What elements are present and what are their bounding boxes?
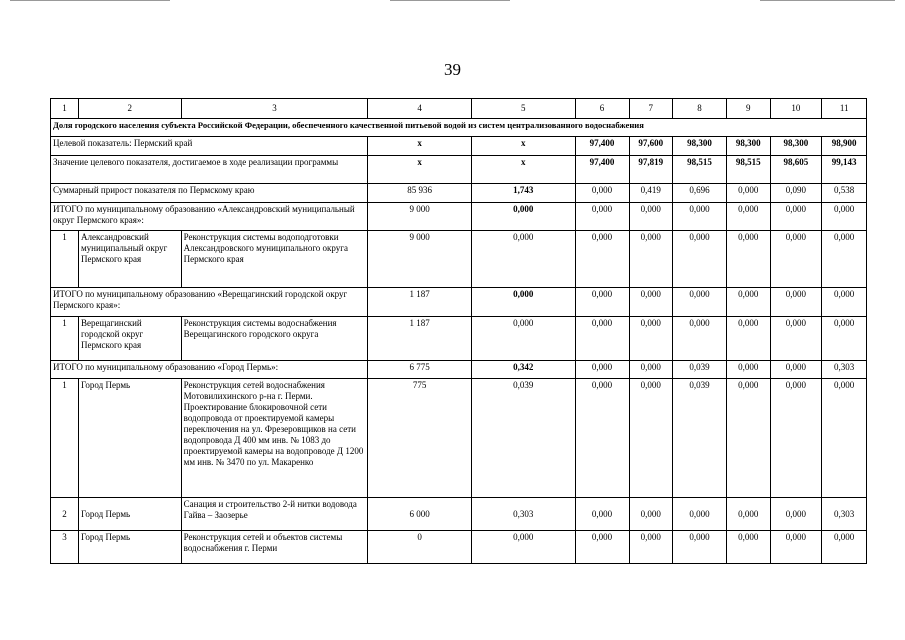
cell-col4: 0	[368, 531, 472, 564]
value-cell: 0,000	[726, 231, 770, 288]
value-cell: 0,000	[726, 361, 770, 379]
value-cell: 0,000	[673, 498, 727, 531]
itogo-row-alexandrovsky	[51, 203, 867, 231]
value-cell: 0,000	[726, 288, 770, 317]
row-label: Целевой показатель: Пермский край	[51, 137, 368, 156]
municipality-cell: Город Пермь	[78, 498, 181, 531]
row-number: 1	[51, 379, 79, 498]
value-cell: 0,000	[770, 231, 822, 288]
project-description: Реконструкция сетей водоснабжения Мотовилихинского р-на г. Перми. Проектирование блокировочной сети водопровода от проектируемой камеры переключения на ул. Фрезеровщиков на сети водопровода Д 400 мм инв. № 1083 до проектируемой камеры на водопроводе Д 1200 мм инв. № 3470 по ул. Макаренко	[181, 379, 368, 498]
cell-col5: х	[471, 137, 575, 156]
cell-col4: 6 775	[368, 361, 472, 379]
row-label: ИТОГО по муниципальному образованию «Верещагинский городской округ Пермского края»:	[51, 288, 368, 317]
value-cell: 0,419	[629, 184, 673, 203]
project-description: Реконструкция системы водоснабжения Верещагинского городского округа	[181, 317, 368, 361]
value-cell: 0,000	[673, 317, 727, 361]
value-cell: 98,300	[726, 137, 770, 156]
target-row	[51, 137, 867, 156]
value-cell: 97,600	[629, 137, 673, 156]
total-growth-row	[51, 184, 867, 203]
value-cell: 97,819	[629, 156, 673, 184]
value-cell: 0,000	[673, 203, 727, 231]
cell-col5: 0,000	[471, 317, 575, 361]
value-cell: 0,303	[822, 361, 867, 379]
value-cell: 0,000	[575, 231, 629, 288]
value-cell: 0,000	[822, 379, 867, 498]
value-cell: 0,000	[770, 288, 822, 317]
header-cell: 8	[673, 99, 727, 119]
header-cell: 11	[822, 99, 867, 119]
cell-col5: х	[471, 156, 575, 184]
project-description: Санация и строительство 2-й нитки водовода Гайва – Заозерье	[181, 498, 368, 531]
section-title-row	[51, 119, 867, 137]
value-cell: 0,000	[822, 288, 867, 317]
value-cell: 0,000	[673, 531, 727, 564]
value-cell: 0,000	[770, 531, 822, 564]
project-description: Реконструкция сетей и объектов системы водоснабжения г. Перми	[181, 531, 368, 564]
row-number: 3	[51, 531, 79, 564]
value-cell: 0,000	[629, 203, 673, 231]
value-cell: 0,000	[629, 379, 673, 498]
value-cell: 98,515	[726, 156, 770, 184]
municipality-cell: Верещагинский городской округ Пермского края	[78, 317, 181, 361]
value-cell: 0,000	[629, 498, 673, 531]
value-cell: 0,000	[673, 231, 727, 288]
table-row	[51, 231, 867, 288]
page-number: 39	[444, 60, 461, 79]
value-cell: 0,000	[629, 288, 673, 317]
cell-col4: 9 000	[368, 203, 472, 231]
value-cell: 0,000	[822, 203, 867, 231]
value-cell: 0,000	[575, 379, 629, 498]
cell-col5: 0,000	[471, 531, 575, 564]
cell-col4: х	[368, 137, 472, 156]
cell-col5: 0,342	[471, 361, 575, 379]
project-description: Реконструкция системы водоподготовки Александровского муниципального округа Пермского края	[181, 231, 368, 288]
value-cell: 0,000	[629, 231, 673, 288]
value-cell: 0,000	[629, 317, 673, 361]
table-row	[51, 531, 867, 564]
value-cell: 98,300	[673, 137, 727, 156]
value-cell: 98,900	[822, 137, 867, 156]
value-cell: 0,000	[770, 317, 822, 361]
achieved-row	[51, 156, 867, 184]
cell-col4: 1 187	[368, 317, 472, 361]
table-row	[51, 498, 867, 531]
value-cell: 0,000	[575, 361, 629, 379]
header-cell: 2	[78, 99, 181, 119]
cell-col4: 775	[368, 379, 472, 498]
cell-col5: 0,000	[471, 203, 575, 231]
value-cell: 98,515	[673, 156, 727, 184]
value-cell: 0,000	[822, 317, 867, 361]
value-cell: 0,039	[673, 361, 727, 379]
row-label: Суммарный прирост показателя по Пермскому краю	[51, 184, 368, 203]
header-cell: 4	[368, 99, 472, 119]
value-cell: 0,000	[629, 531, 673, 564]
itogo-row-perm	[51, 361, 867, 379]
cell-col4: х	[368, 156, 472, 184]
cell-col4: 85 936	[368, 184, 472, 203]
value-cell: 0,000	[726, 184, 770, 203]
value-cell: 0,696	[673, 184, 727, 203]
cell-col5: 1,743	[471, 184, 575, 203]
indicator-table	[50, 98, 867, 564]
value-cell: 0,000	[726, 203, 770, 231]
header-cell: 5	[471, 99, 575, 119]
value-cell: 0,303	[822, 498, 867, 531]
header-cell: 3	[181, 99, 368, 119]
section-title: Доля городского населения субъекта Российской Федерации, обеспеченного качественной питьевой водой из систем централизованного водоснабжения	[51, 119, 867, 137]
header-cell: 9	[726, 99, 770, 119]
value-cell: 0,000	[726, 317, 770, 361]
municipality-cell: Город Пермь	[78, 379, 181, 498]
row-number: 1	[51, 317, 79, 361]
value-cell: 0,000	[770, 203, 822, 231]
value-cell: 0,000	[575, 203, 629, 231]
value-cell: 0,000	[575, 498, 629, 531]
row-label: Значение целевого показателя, достигаемое в ходе реализации программы	[51, 156, 368, 184]
value-cell: 0,000	[575, 184, 629, 203]
cell-col5: 0,303	[471, 498, 575, 531]
value-cell: 0,000	[673, 288, 727, 317]
value-cell: 0,000	[770, 379, 822, 498]
value-cell: 0,090	[770, 184, 822, 203]
value-cell: 0,000	[726, 379, 770, 498]
cell-col4: 1 187	[368, 288, 472, 317]
municipality-cell: Александровский муниципальный округ Пермского края	[78, 231, 181, 288]
top-rule-middle	[390, 0, 510, 1]
header-row	[51, 99, 867, 119]
value-cell: 97,400	[575, 156, 629, 184]
value-cell: 0,000	[726, 498, 770, 531]
cell-col5: 0,039	[471, 379, 575, 498]
value-cell: 98,605	[770, 156, 822, 184]
row-label: ИТОГО по муниципальному образованию «Александровский муниципальный округ Пермского края»:	[51, 203, 368, 231]
value-cell: 0,000	[822, 231, 867, 288]
row-number: 2	[51, 498, 79, 531]
cell-col4: 6 000	[368, 498, 472, 531]
value-cell: 0,000	[770, 498, 822, 531]
row-number: 1	[51, 231, 79, 288]
value-cell: 0,000	[629, 361, 673, 379]
header-cell: 1	[51, 99, 79, 119]
itogo-row-vereshchaginsky	[51, 288, 867, 317]
cell-col4: 9 000	[368, 231, 472, 288]
header-cell: 7	[629, 99, 673, 119]
top-rule-right	[760, 0, 895, 1]
table-row	[51, 317, 867, 361]
cell-col5: 0,000	[471, 231, 575, 288]
value-cell: 0,000	[575, 288, 629, 317]
header-cell: 6	[575, 99, 629, 119]
cell-col5: 0,000	[471, 288, 575, 317]
value-cell: 0,039	[673, 379, 727, 498]
value-cell: 97,400	[575, 137, 629, 156]
top-rule-left	[10, 0, 170, 1]
value-cell: 0,000	[770, 361, 822, 379]
value-cell: 0,000	[726, 531, 770, 564]
header-cell: 10	[770, 99, 822, 119]
table-row	[51, 379, 867, 498]
row-label: ИТОГО по муниципальному образованию «Город Пермь»:	[51, 361, 368, 379]
value-cell: 99,143	[822, 156, 867, 184]
value-cell: 0,000	[822, 531, 867, 564]
value-cell: 0,000	[575, 531, 629, 564]
value-cell: 98,300	[770, 137, 822, 156]
value-cell: 0,000	[575, 317, 629, 361]
value-cell: 0,538	[822, 184, 867, 203]
municipality-cell: Город Пермь	[78, 531, 181, 564]
